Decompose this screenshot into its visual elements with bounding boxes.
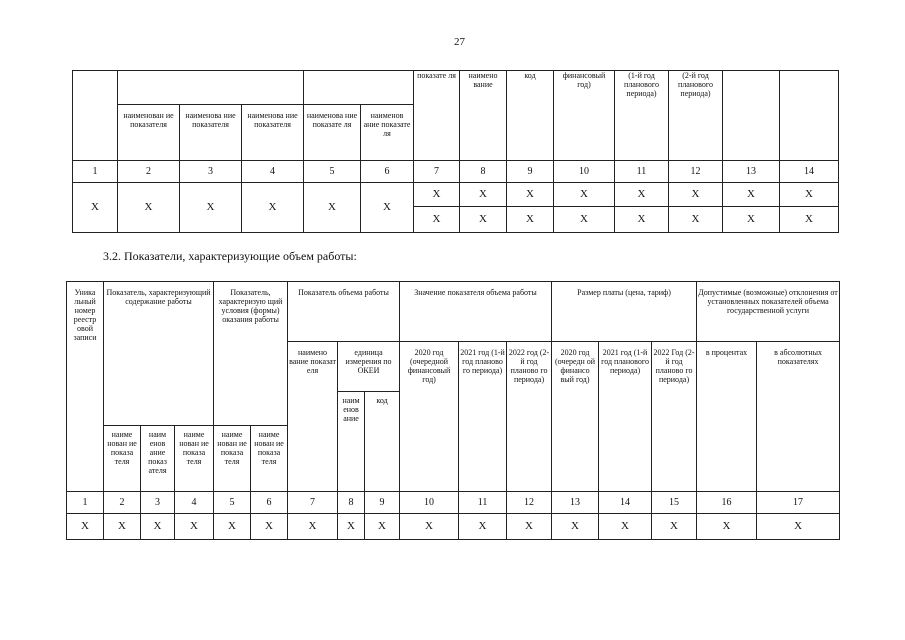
top-h-13: [723, 71, 780, 161]
top-h-code: код: [507, 71, 554, 161]
bottom-cell: Х: [175, 514, 214, 540]
h-leaf-c6: наиме нован ие показа теля: [251, 426, 288, 492]
h-leaf-c5: наиме нован ие показа теля: [214, 426, 251, 492]
h-value-2022: 2022 год (2-й год планово го периода): [507, 342, 552, 492]
top-num: 13: [723, 161, 780, 183]
top-h-indicator: показате ля: [414, 71, 460, 161]
bottom-cell: Х: [400, 514, 459, 540]
h-fee-size: Размер платы (цена, тариф): [552, 282, 697, 342]
bottom-cell: Х: [697, 514, 757, 540]
top-number-row: [73, 161, 839, 183]
top-cell: Х: [242, 183, 304, 233]
bottom-num: 12: [507, 492, 552, 514]
top-group-b: [304, 71, 414, 105]
top-cell: Х: [615, 183, 669, 207]
top-cell: Х: [554, 183, 615, 207]
top-cell: Х: [507, 207, 554, 233]
h-volume-value: Значение показателя объема работы: [400, 282, 552, 342]
top-cell: Х: [180, 183, 242, 233]
top-cell: Х: [414, 207, 460, 233]
top-sub-c6: наименов ание показате ля: [361, 105, 414, 161]
top-cell: Х: [723, 183, 780, 207]
bottom-num: 8: [338, 492, 365, 514]
bottom-num: 2: [104, 492, 141, 514]
top-cell: Х: [414, 183, 460, 207]
top-sub-c5: наименова ние показате ля: [304, 105, 361, 161]
h-deviation-absolute: в абсолютных показателях: [757, 342, 840, 492]
top-cell: Х: [615, 207, 669, 233]
h-okei-unit: единица измерения по ОКЕИ: [338, 342, 400, 392]
top-num: 5: [304, 161, 361, 183]
bottom-num: 5: [214, 492, 251, 514]
bottom-num: 15: [652, 492, 697, 514]
h-indicator-name: наимено вание показат еля: [288, 342, 338, 492]
bottom-cell: Х: [459, 514, 507, 540]
h-conditions-indicator: Показатель, характеризую щий условия (формы) оказания работы: [214, 282, 288, 426]
top-cell: Х: [723, 207, 780, 233]
page-number: 27: [454, 36, 465, 48]
top-cell: Х: [361, 183, 414, 233]
top-sub-c4: наименова ние показателя: [242, 105, 304, 161]
top-cell: Х: [460, 183, 507, 207]
top-cell: Х: [780, 183, 839, 207]
h-allowed-deviation: Допустимые (возможные) отклонения от установленных показателей объема государственной услуги: [697, 282, 840, 342]
top-num: 6: [361, 161, 414, 183]
top-cell: Х: [780, 207, 839, 233]
top-h-fin-year: финансовый год): [554, 71, 615, 161]
top-h-plan1: (1-й год планового периода): [615, 71, 669, 161]
top-num: 11: [615, 161, 669, 183]
top-num: 7: [414, 161, 460, 183]
bottom-num: 1: [67, 492, 104, 514]
bottom-data-row: [67, 514, 840, 540]
top-num: 10: [554, 161, 615, 183]
top-h-plan2: (2-й год планового периода): [669, 71, 723, 161]
h-leaf-c3: наим енов ание показ ателя: [141, 426, 175, 492]
h-fee-2020: 2020 год (очередн ой финансо вый год): [552, 342, 599, 492]
top-col1-header: [73, 71, 118, 161]
top-num: 12: [669, 161, 723, 183]
top-group-a: [118, 71, 304, 105]
volume-indicators-table: [66, 281, 840, 540]
bottom-cell: Х: [652, 514, 697, 540]
bottom-cell: Х: [104, 514, 141, 540]
top-num: 3: [180, 161, 242, 183]
top-cell: Х: [669, 183, 723, 207]
bottom-cell: Х: [214, 514, 251, 540]
bottom-num: 13: [552, 492, 599, 514]
bottom-num: 4: [175, 492, 214, 514]
top-cell: Х: [507, 183, 554, 207]
h-unit-name: наим енов ание: [338, 392, 365, 492]
h-fee-2021: 2021 год (1-й год планового периода): [599, 342, 652, 492]
h-unit-code: код: [365, 392, 400, 492]
bottom-cell: Х: [599, 514, 652, 540]
bottom-cell: Х: [141, 514, 175, 540]
top-table: [72, 70, 839, 233]
bottom-num: 17: [757, 492, 840, 514]
bottom-num: 9: [365, 492, 400, 514]
h-unique-number: Уника льный номер реестр овой записи: [67, 282, 104, 492]
bottom-cell: Х: [251, 514, 288, 540]
h-content-indicator: Показатель, характеризующий содержание работы: [104, 282, 214, 426]
bottom-num: 11: [459, 492, 507, 514]
top-sub-c2: наименован ие показателя: [118, 105, 180, 161]
top-num: 14: [780, 161, 839, 183]
top-num: 8: [460, 161, 507, 183]
bottom-cell: Х: [365, 514, 400, 540]
top-num: 4: [242, 161, 304, 183]
bottom-num: 7: [288, 492, 338, 514]
top-num: 2: [118, 161, 180, 183]
top-cell: Х: [669, 207, 723, 233]
bottom-num: 6: [251, 492, 288, 514]
h-leaf-c4: наиме нован ие показа теля: [175, 426, 214, 492]
bottom-cell: Х: [338, 514, 365, 540]
bottom-number-row: [67, 492, 840, 514]
top-cell: Х: [73, 183, 118, 233]
bottom-num: 16: [697, 492, 757, 514]
top-h-14: [780, 71, 839, 161]
top-h-name: наимено вание: [460, 71, 507, 161]
h-value-2020: 2020 год (очередной финансовый год): [400, 342, 459, 492]
top-cell: Х: [460, 207, 507, 233]
section-heading: 3.2. Показатели, характеризующие объем работы:: [103, 249, 357, 263]
bottom-cell: Х: [507, 514, 552, 540]
h-leaf-c2: наиме нован ие показа теля: [104, 426, 141, 492]
h-volume-indicator: Показатель объема работы: [288, 282, 400, 342]
h-fee-2022: 2022 Год (2-й год планово го периода): [652, 342, 697, 492]
top-sub-c3: наименова ние показателя: [180, 105, 242, 161]
top-cell: Х: [118, 183, 180, 233]
top-cell: Х: [304, 183, 361, 233]
top-cell: Х: [554, 207, 615, 233]
bottom-cell: Х: [288, 514, 338, 540]
bottom-num: 3: [141, 492, 175, 514]
top-num: 9: [507, 161, 554, 183]
bottom-num: 14: [599, 492, 652, 514]
top-num: 1: [73, 161, 118, 183]
bottom-cell: Х: [67, 514, 104, 540]
h-deviation-percent: в процентах: [697, 342, 757, 492]
bottom-cell: Х: [757, 514, 840, 540]
h-value-2021: 2021 год (1-й год планово го периода): [459, 342, 507, 492]
top-data-row-1: [73, 183, 839, 207]
bottom-num: 10: [400, 492, 459, 514]
bottom-cell: Х: [552, 514, 599, 540]
